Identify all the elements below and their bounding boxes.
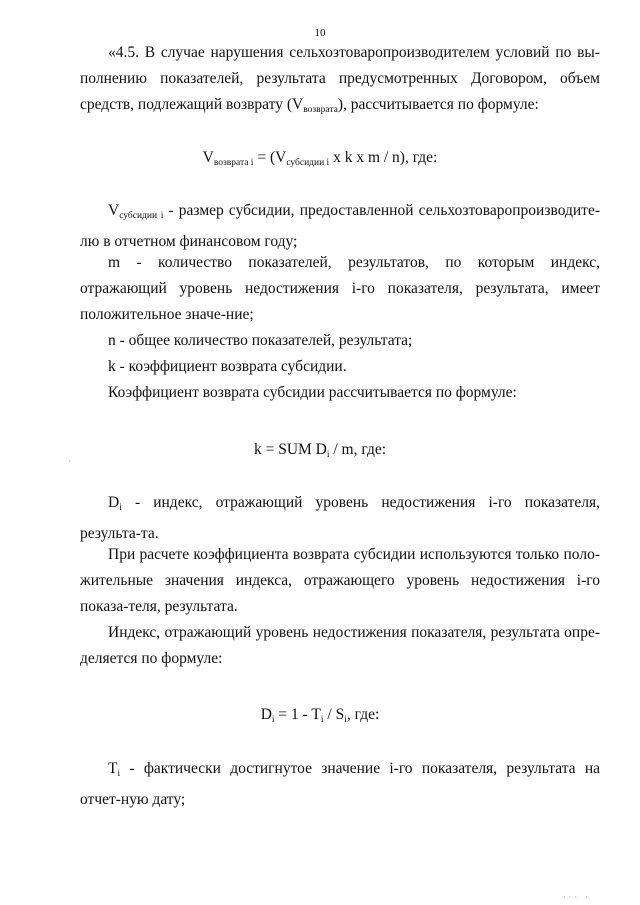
- paragraph-text: - индекс, отражающий уровень недостижения i-го показателя, результа-та.: [80, 494, 600, 542]
- subscript: i: [344, 715, 347, 725]
- formula-part: x k x m / n), где:: [329, 149, 438, 166]
- definition-n: n - общее количество показателей, результата;: [108, 332, 413, 349]
- paragraph-text: - размер субсидии, предоставленной сельхозтоваропроизводите-лю в отчетном финансовом году;: [80, 202, 600, 250]
- page-number: 10: [314, 27, 326, 39]
- subscript: i: [326, 450, 330, 460]
- formula-part: , где:: [346, 706, 380, 723]
- scan-marks: ··· ·: [563, 893, 591, 902]
- paragraph-calculation: При расчете коэффициента возврата субсидии используются только поло-жительные значения индекса, отражающего уровень недостижения i-го показа-теля, результата.: [80, 546, 600, 615]
- paragraph-index: Индекс, отражающий уровень недостижения показателя, результата опре-деляется по формуле:: [80, 624, 600, 667]
- definition-k: k - коэффициент возврата субсидии.: [108, 358, 347, 375]
- paragraph-text: «4.5. В случае нарушения сельхозтоваропроизводителем условий по вы-полнению показателей, результата предусмотренных Договором, объем средств, подлежащий возврату (V: [80, 44, 600, 113]
- symbol: V: [108, 202, 120, 219]
- definition-v-subsidy: [80, 198, 600, 255]
- symbol: T: [108, 760, 118, 777]
- paragraph-text: - фактически достигнутое значение i-го показателя, результата на отчет-ную дату;: [80, 760, 600, 808]
- formula-symbol: V: [202, 149, 214, 166]
- paragraph-text: ), рассчитывается по формуле:: [337, 96, 539, 113]
- formula-part: / S: [323, 706, 345, 723]
- definition-m: m - количество показателей, результатов, по которым индекс, отражающий уровень недостижения i-го показателя, результата, имеет положительное значе-ние;: [80, 254, 600, 323]
- subscript: субсидии i: [286, 158, 330, 168]
- subscript: возврата i: [213, 158, 254, 168]
- formula-part: k = SUM D: [253, 441, 327, 458]
- formula-part: = (V: [253, 149, 287, 166]
- subscript: i: [119, 503, 122, 513]
- formula-part: D: [260, 706, 272, 723]
- paragraph-4-5: [80, 40, 600, 123]
- scan-dot: ·: [68, 457, 71, 466]
- subscript: i: [320, 715, 324, 725]
- symbol: D: [108, 494, 120, 511]
- formula-part: / m, где:: [329, 441, 387, 458]
- definition-t: [80, 756, 600, 813]
- definition-d: [80, 490, 600, 547]
- formula-part: = 1 - T: [274, 706, 321, 723]
- formula-k: [0, 438, 640, 467]
- subscript: возврата: [303, 105, 338, 115]
- formula-d: [0, 703, 640, 732]
- k-intro: Коэффициент возврата субсидии рассчитывается по формуле:: [108, 384, 517, 401]
- subscript: i: [117, 769, 121, 779]
- subscript: субсидии i: [119, 211, 164, 221]
- formula-return-volume: [0, 146, 640, 175]
- subscript: i: [271, 715, 275, 725]
